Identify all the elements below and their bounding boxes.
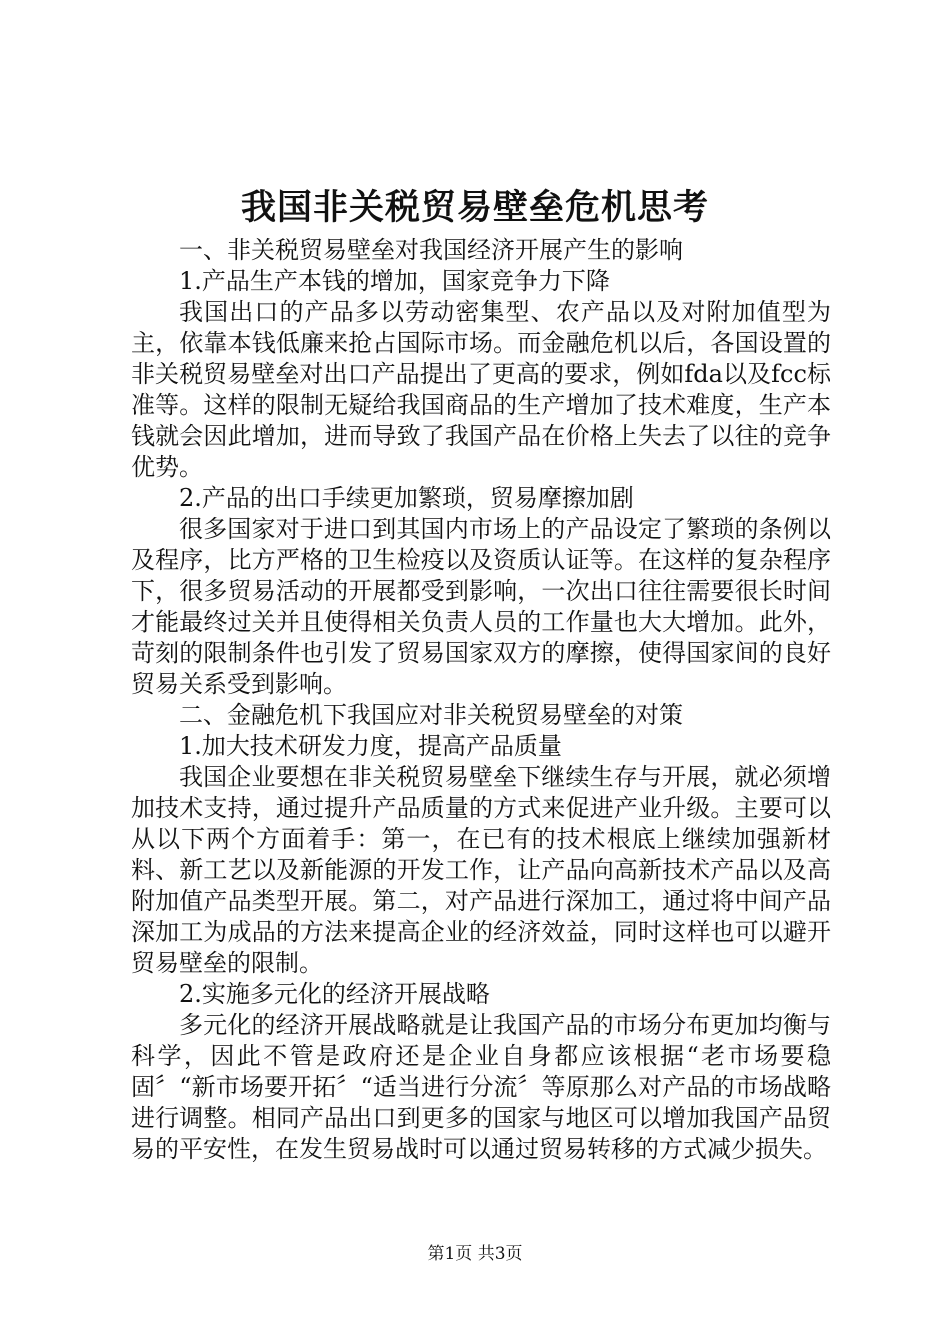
section-heading-1: 一、非关税贸易壁垒对我国经济开展产生的影响: [179, 236, 683, 264]
document-title: 我国非关税贸易壁垒危机思考: [240, 187, 709, 228]
subheading-1-1: 1.产品生产本钱的增加，国家竞争力下降: [179, 267, 610, 295]
subheading-2-2: 2.实施多元化的经济开展战略: [179, 980, 490, 1008]
document-body: [131, 235, 831, 1165]
section-heading-2: 二、金融危机下我国应对非关税贸易壁垒的对策: [179, 701, 683, 729]
page-number-footer: 第1页 共3页: [427, 1244, 523, 1264]
subheading-2-1: 1.加大技术研发力度，提高产品质量: [179, 732, 562, 760]
paragraph-1-1: 我国出口的产品多以劳动密集型、农产品以及对附加值型为主，依靠本钱低廉来抢占国际市场。而金融危机以后，各国设置的非关税贸易壁垒对出口产品提出了更高的要求，例如fda以及fcc标准等。这样的限制无疑给我国商品的生产增加了技术难度，生产本钱就会因此增加，进而导致了我国产品在价格上失去了以往的竞争优势。: [131, 298, 831, 481]
subheading-1-2: 2.产品的出口手续更加繁琐，贸易摩擦加剧: [179, 484, 634, 512]
paragraph-2-2: 多元化的经济开展战略就是让我国产品的市场分布更加均衡与科学，因此不管是政府还是企业自身都应该根据“老市场要稳固〞“新市场要开拓〞“适当进行分流〞等原那么对产品的市场战略进行调整。相同产品出口到更多的国家与地区可以增加我国产品贸易的平安性，在发生贸易战时可以通过贸易转移的方式减少损失。: [131, 1011, 831, 1163]
paragraph-2-1: 我国企业要想在非关税贸易壁垒下继续生存与开展，就必须增加技术支持，通过提升产品质量的方式来促进产业升级。主要可以从以下两个方面着手：第一，在已有的技术根底上继续加强新材料、新工艺以及新能源的开发工作，让产品向高新技术产品以及高附加值产品类型开展。第二，对产品进行深加工，通过将中间产品深加工为成品的方法来提高企业的经济效益，同时这样也可以避开贸易壁垒的限制。: [131, 763, 831, 977]
paragraph-1-2: 很多国家对于进口到其国内市场上的产品设定了繁琐的条例以及程序，比方严格的卫生检疫以及资质认证等。在这样的复杂程序下，很多贸易活动的开展都受到影响，一次出口往往需要很长时间才能最终过关并且使得相关负责人员的工作量也大大增加。此外，苛刻的限制条件也引发了贸易国家双方的摩擦，使得国家间的良好贸易关系受到影响。: [131, 515, 831, 698]
